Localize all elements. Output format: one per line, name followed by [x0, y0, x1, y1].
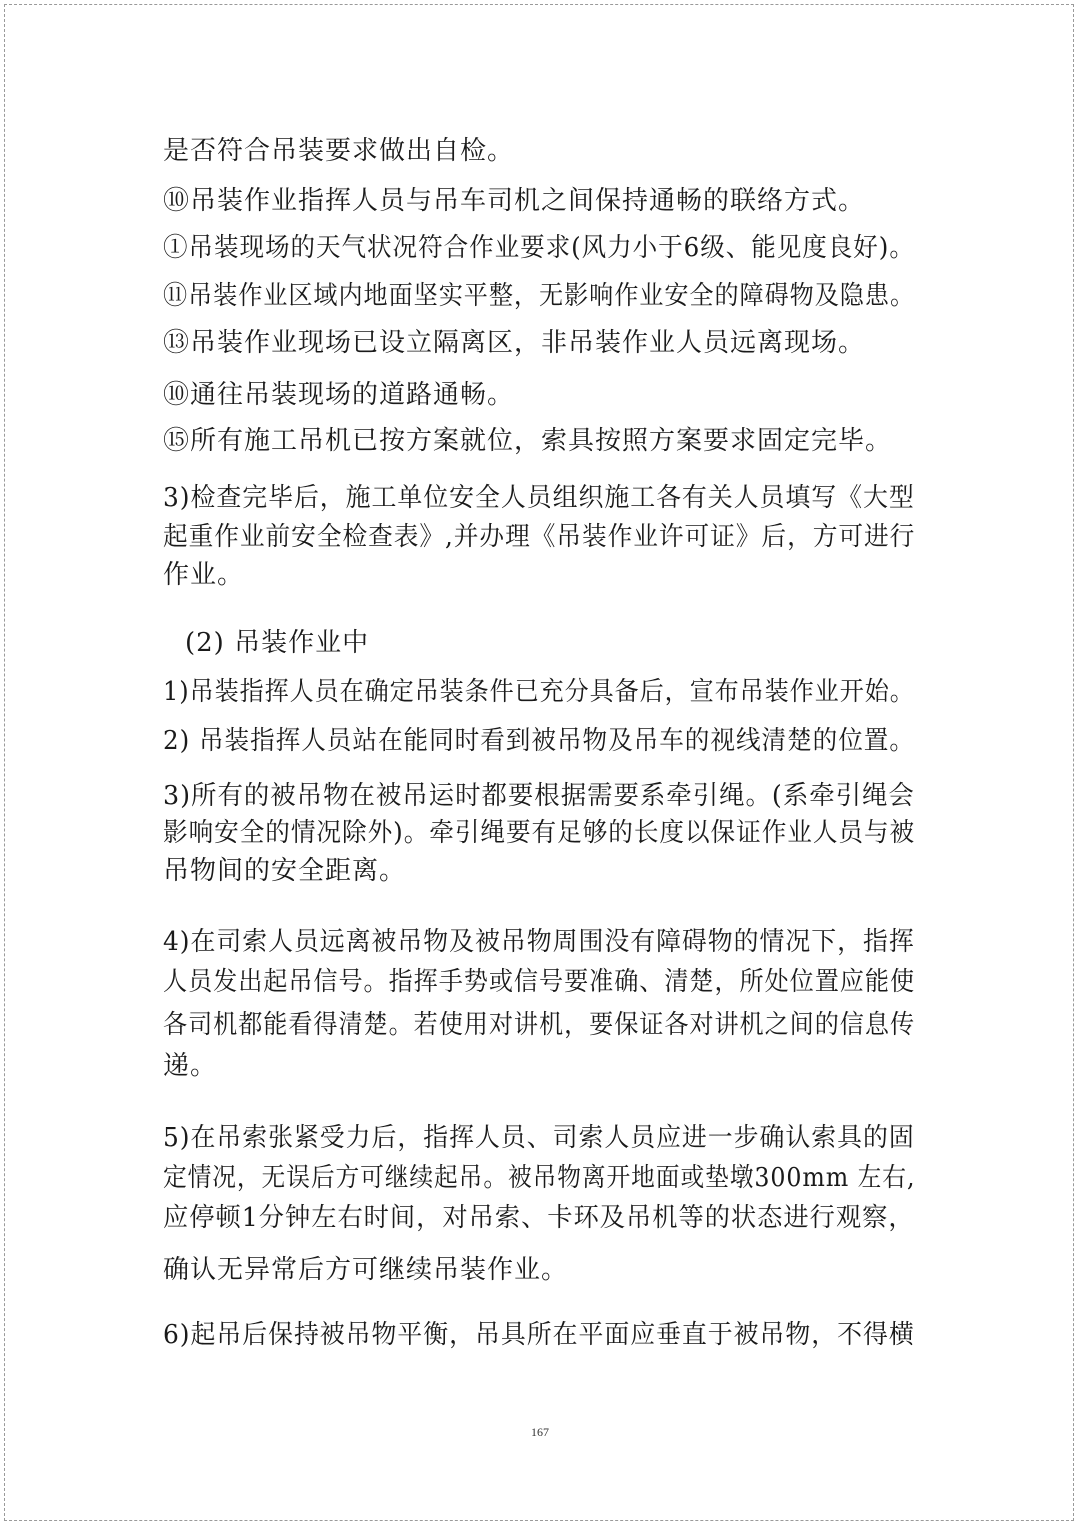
page-number: 167 [531, 1425, 549, 1439]
text-line: 作业。 [163, 560, 245, 590]
text-line: 3)检查完毕后，施工单位安全人员组织施工各有关人员填写《大型 [163, 483, 915, 513]
text-line: 3)所有的被吊物在被吊运时都要根据需要系牵引绳。(系牵引绳会 [163, 781, 915, 811]
text-line: 5)在吊索张紧受力后，指挥人员、司索人员应进一步确认索具的固 [163, 1123, 915, 1153]
text-line: 1)吊装指挥人员在确定吊装条件已充分具备后，宣布吊装作业开始。 [163, 677, 915, 707]
text-line: ⑮所有施工吊机已按方案就位，索具按照方案要求固定完毕。 [163, 426, 893, 456]
text-line: ⑬吊装作业现场已设立隔离区，非吊装作业人员远离现场。 [163, 328, 866, 358]
text-line: 人员发出起吊信号。指挥手势或信号要准确、清楚，所处位置应能使 [163, 967, 916, 997]
text-line: 2) 吊装指挥人员站在能同时看到被吊物及吊车的视线清楚的位置。 [163, 726, 915, 756]
text-line: ⑩吊装作业指挥人员与吊车司机之间保持通畅的联络方式。 [163, 186, 866, 216]
page-border [4, 4, 1074, 1521]
text-line: 6)起吊后保持被吊物平衡，吊具所在平面应垂直于被吊物，不得横 [163, 1320, 915, 1350]
text-line: ⑩通往吊装现场的道路通畅。 [163, 380, 515, 410]
text-line: 应停顿1分钟左右时间，对吊索、卡环及吊机等的状态进行观察， [163, 1203, 915, 1233]
text-line: 确认无异常后方可继续吊装作业。 [163, 1255, 569, 1285]
text-line: 各司机都能看得清楚。若使用对讲机，要保证各对讲机之间的信息传 [163, 1010, 916, 1040]
text-line: 4)在司索人员远离被吊物及被吊物周围没有障碍物的情况下，指挥 [163, 927, 915, 957]
text-line: ①吊装现场的天气状况符合作业要求(风力小于6级、能见度良好)。 [163, 233, 915, 263]
text-line: 起重作业前安全检查表》,并办理《吊装作业许可证》后，方可进行 [163, 522, 916, 552]
text-line: 递。 [163, 1051, 218, 1081]
text-line: 吊物间的安全距离。 [163, 856, 407, 886]
section-heading: (2) 吊装作业中 [185, 628, 370, 658]
text-line: 是否符合吊装要求做出自检。 [163, 136, 515, 166]
text-line: ⑪吊装作业区域内地面坚实平整，无影响作业安全的障碍物及隐患。 [163, 281, 916, 311]
text-line: 影响安全的情况除外)。牵引绳要有足够的长度以保证作业人员与被 [163, 818, 916, 848]
text-line: 定情况，无误后方可继续起吊。被吊物离开地面或垫墩300mm 左右, [163, 1163, 916, 1193]
